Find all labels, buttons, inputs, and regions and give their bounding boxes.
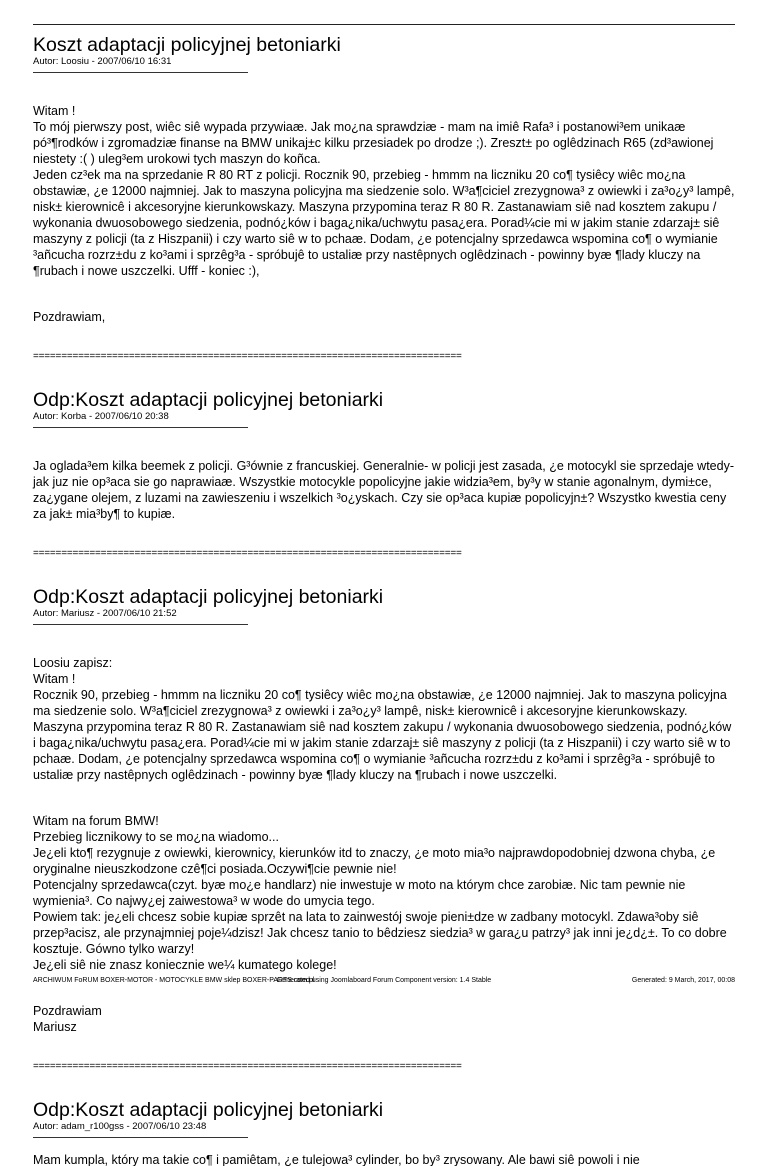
forum-archive-page [33, 34, 735, 1166]
post-title: Koszt adaptacji policyjnej betoniarki [33, 34, 341, 56]
post-paragraph: Witam ! To mój pierwszy post, wiêc siê wypada przywiaæ. Jak mo¿na sprawdziæ - mam na imiê Rafa³ i postanowi³em unikaæ pó³¶rodków i zgromadziæ finanse na BMW unikaj±c kilku przesiadek po drodze ;). Zreszt± po oglêdzinach R65 (zd³awionej niestety :( ) uleg³em urokowi tych maszyn do koñca. Jeden cz³ek ma na sprzedanie R 80 RT z policji. Rocznik 90, przebieg - hmmm na liczniku 20 co¶ tysiêcy wiêc mo¿na obstawiæ, ¿e 12000 najmniej. Jak to maszyna policyjna ma siedzenie solo. W³a¶ciciel zrezygnowa³ z owiewki i za³o¿y³ lampê, nisk± kierownicê i akcesoryjne kierunkowskazy. Maszyna przypomina teraz R 80 R. Zastanawiam siê nad kosztem zakupu / wykonania dwuosobowego siedzenia, podnó¿ków i baga¿nika/uchwytu pasa¿era. Porad¼cie mi w jakim stanie zdarzaj± siê maszyny z policji (ta z Hiszpanii) i czy warto siê w to pchaæ. Dodam, ¿e potencjalny sprzedawca wspomina co¶ o wymianie ³añcucha rozrz±du z ko³ami i sprzêg³a - spróbujê to ustaliæ przy nastêpnych oglêdzinach - powinny byæ ¶lady kluczy na ¶rubach i nowe uszczelki. Ufff - koniec :), [33, 104, 735, 278]
post-title: Odp:Koszt adaptacji policyjnej betoniarki [33, 389, 384, 411]
author-divider [33, 427, 248, 428]
forum-post [33, 586, 735, 1073]
post-separator: ============================================================================ [33, 1061, 462, 1072]
post-author: Autor: Loosiu - 2007/06/10 16:31 [33, 56, 172, 67]
post-body [33, 1152, 735, 1166]
post-paragraph: Mam kumpla, który ma takie co¶ i pamiêtam, ¿e tulejowa³ cylinder, bo by³ zrysowany. Ale bawi siê powoli i nie [33, 1153, 640, 1166]
post-author: Autor: adam_r100gss - 2007/06/10 23:48 [33, 1121, 207, 1132]
forum-post [33, 34, 735, 363]
post-paragraph: Pozdrawiam, [33, 310, 106, 324]
post-title: Odp:Koszt adaptacji policyjnej betoniarki [33, 586, 384, 608]
post-paragraph: Witam na forum BMW! Przebieg licznikowy to se mo¿na wiadomo... Je¿eli kto¶ rezygnuje z owiewki, kierownicy, kierunków itd to znaczy, ¿e moto mia³o najprawdopodobniej dzwona chyba, ¿e oryginalne nieuszkodzone czê¶ci posiada.Oczywi¶cie pewnie nie! Potencjalny sprzedawca(czyt. byæ mo¿e handlarz) nie inwestuje w moto na którym chce zarobiæ. Nic tam pewnie nie wymienia³. Co najwy¿ej zaiwestowa³ w wode do umycia tego. Powiem tak: je¿eli chcesz sobie kupiæ sprzêt na lata to zainwestój swoje pieni±dze w zadbany motocykl. Zdawa³oby siê przep³acisz, ale przynajmniej poje¼dzisz! Jak chcesz tanio to bêdziesz siedzia³ w gara¿u patrzy³ jak inni je¿d¿±. To co dobre kosztuje. Gówno tylko warzy! Je¿eli siê nie znasz koniecznie we¼ kumatego kolege! [33, 814, 727, 972]
post-separator: ============================================================================ [33, 351, 462, 362]
top-rule [33, 24, 735, 25]
post-title: Odp:Koszt adaptacji policyjnej betoniarki [33, 1099, 384, 1121]
post-paragraph: Ja oglada³em kilka beemek z policji. G³ównie z francuskiej. Generalnie- w policji jest zasada, ¿e motocykl sie sprzedaje wtedy- jak juz nie op³aca sie go naprawiaæ. Wszystkie motocykle popolicyjne jakie widzia³em, by³y w stanie agonalnym, dymi±ce, za¿ygane olejem, z luzami na zawieszeniu i wszelkich ³o¿yskach. Czy sie op³aca kupiæ popolicyjn±? Wszystko kwestia ceny za jak± mia³by¶ to kupiæ. [33, 459, 734, 521]
post-body [33, 87, 735, 355]
post-body [33, 442, 735, 552]
post-paragraph: Pozdrawiam Mariusz [33, 1004, 102, 1034]
post-separator: ============================================================================ [33, 548, 462, 559]
forum-post [33, 1099, 735, 1166]
post-body [33, 639, 735, 1065]
footer-archive-name: ARCHIWUM FoRUM BOXER-MOTOR - MOTOCYKLE BMW sklep BOXER-PARTS.com.pl [33, 977, 315, 984]
author-divider [33, 624, 248, 625]
forum-post [33, 389, 735, 560]
footer-generator: Generated using Joomlaboard Forum Component version: 1.4 Stable [276, 977, 492, 984]
footer-generated-date: Generated: 9 March, 2017, 00:08 [631, 977, 735, 984]
post-author: Autor: Mariusz - 2007/06/10 21:52 [33, 608, 177, 619]
author-divider [33, 72, 248, 73]
author-divider [33, 1137, 248, 1138]
post-paragraph: Loosiu zapisz: Witam ! Rocznik 90, przebieg - hmmm na liczniku 20 co¶ tysiêcy wiêc mo¿na obstawiæ, ¿e 12000 najmniej. Jak to maszyna policyjna ma siedzenie solo. W³a¶ciciel zrezygnowa³ z owiewki i za³o¿y³ lampê, nisk± kierownicê i akcesoryjne kierunkowskazy. Maszyna przypomina teraz R 80 R. Zastanawiam siê nad kosztem zakupu / wykonania dwuosobowego siedzenia, podnó¿ków i baga¿nika/uchwytu pasa¿era. Porad¼cie mi w jakim stanie zdarzaj± siê maszyny z policji (ta z Hiszpanii) i czy warto siê w to pchaæ. Dodam, ¿e potencjalny sprzedawca wspomina co¶ o wymianie ³añcucha rozrz±du z ko³ami i sprzêg³a - spróbujê to ustaliæ przy nastêpnych oglêdzinach - powinny byæ ¶lady kluczy na ¶rubach i nowe uszczelki. [33, 656, 732, 782]
post-author: Autor: Korba - 2007/06/10 20:38 [33, 411, 169, 422]
